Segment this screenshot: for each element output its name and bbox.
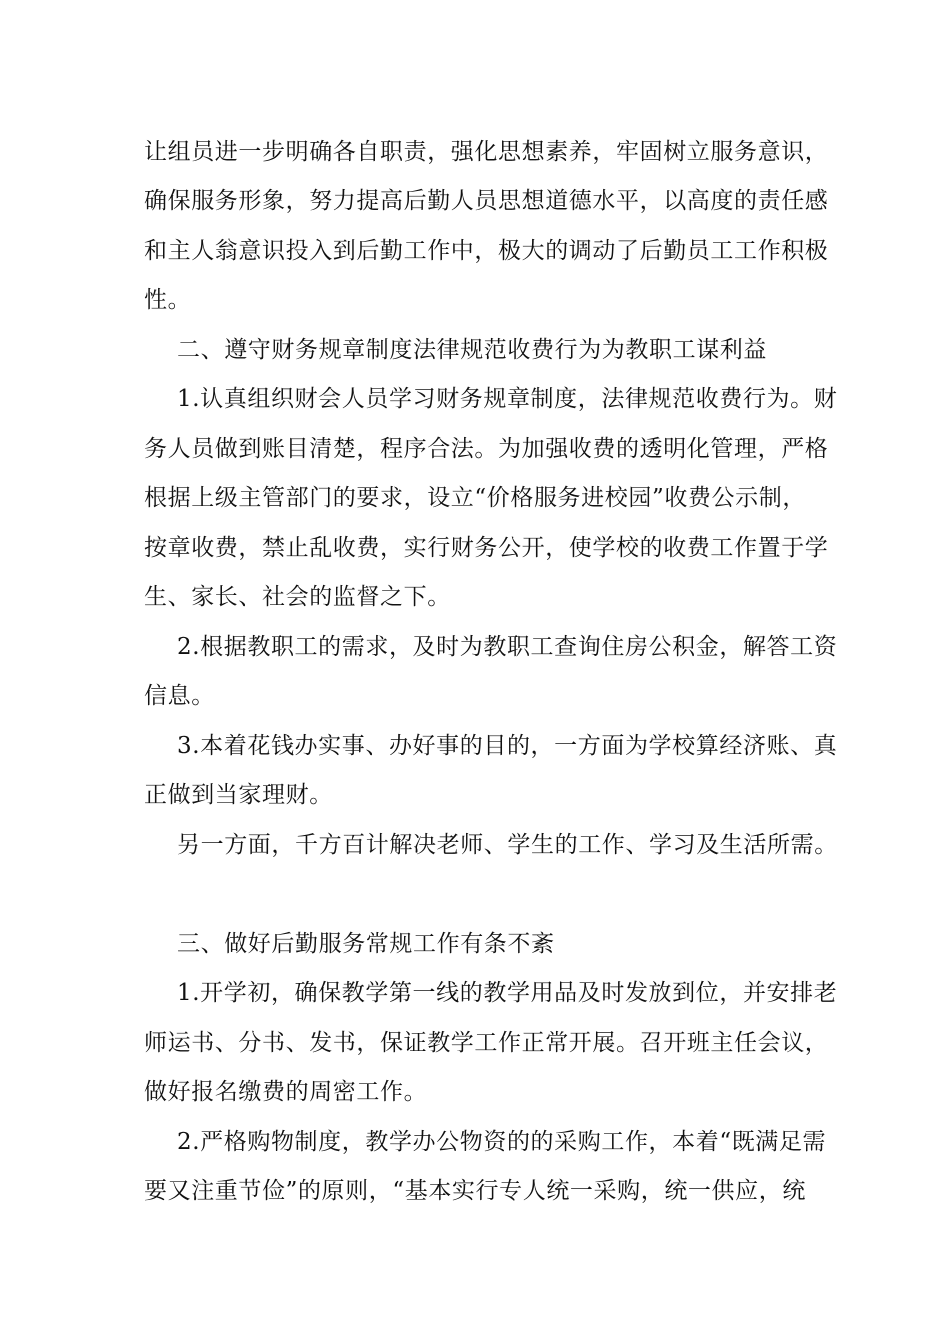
paragraph-line: 2.根据教职工的需求，及时为教职工查询住房公积金，解答工资	[177, 634, 838, 660]
paragraph-line: 要又注重节俭”的原则，“基本实行专人统一采购，统一供应，统	[144, 1178, 806, 1204]
paragraph-line: 1.开学初，确保教学第一线的教学用品及时发放到位，并安排老	[177, 980, 838, 1006]
paragraph-line: 信息。	[144, 683, 215, 709]
paragraph-line: 师运书、分书、发书，保证教学工作正常开展。召开班主任会议，	[144, 1030, 829, 1056]
paragraph-line: 另一方面，千方百计解决老师、学生的工作、学习及生活所需。	[177, 832, 838, 858]
paragraph-line: 务人员做到账目清楚，程序合法。为加强收费的透明化管理，严格	[144, 436, 829, 462]
paragraph-line: 按章收费，禁止乱收费，实行财务公开，使学校的收费工作置于学	[144, 535, 829, 561]
section-heading: 二、遵守财务规章制度法律规范收费行为为教职工谋利益	[177, 337, 767, 363]
paragraph-line: 让组员进一步明确各自职责，强化思想素养，牢固树立服务意识，	[144, 139, 829, 165]
paragraph-line: 根据上级主管部门的要求，设立“价格服务进校园”收费公示制，	[144, 485, 806, 511]
paragraph-line: 正做到当家理财。	[144, 782, 333, 808]
paragraph-line: 性。	[144, 287, 192, 313]
paragraph-line: 生、家长、社会的监督之下。	[144, 584, 451, 610]
paragraph-line: 3.本着花钱办实事、办好事的目的，一方面为学校算经济账、真	[177, 733, 838, 759]
section-heading: 三、做好后勤服务常规工作有条不紊	[177, 931, 555, 957]
paragraph-line: 1.认真组织财会人员学习财务规章制度，法律规范收费行为。财	[177, 386, 838, 412]
paragraph-line: 2.严格购物制度，教学办公物资的的采购工作，本着“既满足需	[177, 1129, 827, 1155]
paragraph-line: 确保服务形象，努力提高后勤人员思想道德水平，以高度的责任感	[144, 188, 829, 214]
paragraph-line: 做好报名缴费的周密工作。	[144, 1079, 428, 1105]
paragraph-line: 和主人翁意识投入到后勤工作中，极大的调动了后勤员工工作积极	[144, 238, 829, 264]
